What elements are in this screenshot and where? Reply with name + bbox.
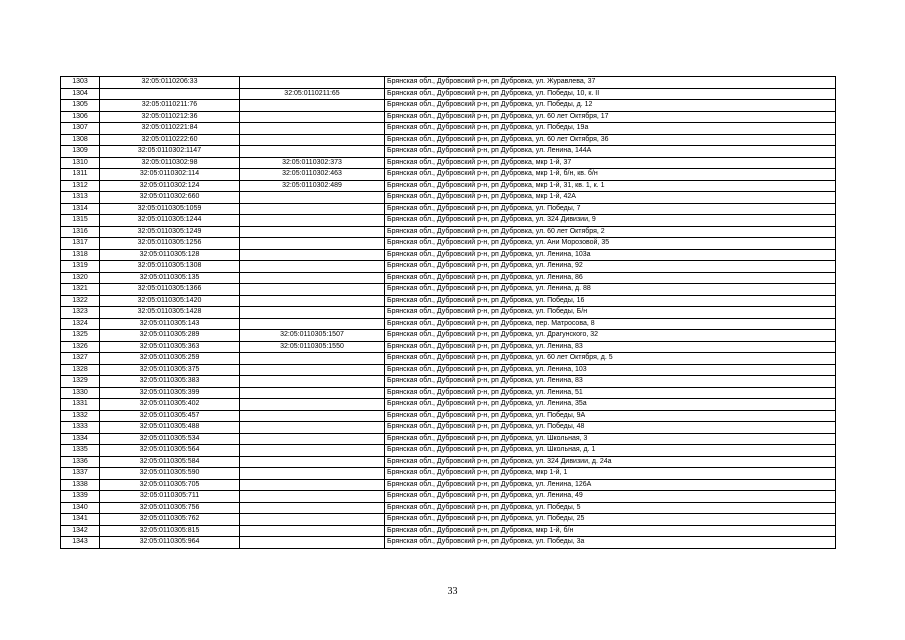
table-row: [61, 307, 836, 319]
table-row: [61, 514, 836, 526]
address-cell: Брянская обл., Дубровский р-н, рп Дубровка, ул. Ленина, 35а: [385, 399, 836, 411]
table-row: [61, 88, 836, 100]
address-cell: Брянская обл., Дубровский р-н, рп Дубровка, ул. Ленина, 103а: [385, 249, 836, 261]
address-cell: Брянская обл., Дубровский р-н, рп Дубровка, мкр 1-й, 1: [385, 468, 836, 480]
linked-cadastral-number-cell: [240, 387, 385, 399]
cadastral-number-cell: 32:05:0110302:98: [100, 157, 240, 169]
cadastral-number-cell: 32:05:0110305:584: [100, 456, 240, 468]
linked-cadastral-number-cell: [240, 376, 385, 388]
cadastral-number-cell: 32:05:0110302:1147: [100, 146, 240, 158]
cadastral-number-cell: 32:05:0110305:756: [100, 502, 240, 514]
table-row: [61, 387, 836, 399]
cadastral-number-cell: 32:05:0110305:488: [100, 422, 240, 434]
cadastral-number-cell: 32:05:0110305:128: [100, 249, 240, 261]
row-number-cell: 1333: [61, 422, 100, 434]
table-row: [61, 433, 836, 445]
table-row: [61, 272, 836, 284]
cadastral-number-cell: 32:05:0110305:964: [100, 537, 240, 549]
linked-cadastral-number-cell: [240, 514, 385, 526]
table-row: [61, 146, 836, 158]
address-cell: Брянская обл., Дубровский р-н, рп Дубровка, ул. Ленина, 49: [385, 491, 836, 503]
row-number-cell: 1343: [61, 537, 100, 549]
address-cell: Брянская обл., Дубровский р-н, рп Дубровка, ул. Победы, 3а: [385, 537, 836, 549]
table-row: [61, 537, 836, 549]
address-cell: Брянская обл., Дубровский р-н, рп Дубровка, ул. Ленина, 144А: [385, 146, 836, 158]
table-body: [61, 77, 836, 549]
linked-cadastral-number-cell: [240, 146, 385, 158]
table-row: [61, 169, 836, 181]
row-number-cell: 1308: [61, 134, 100, 146]
address-cell: Брянская обл., Дубровский р-н, рп Дубровка, ул. Победы, 48: [385, 422, 836, 434]
cadastral-number-cell: 32:05:0110305:402: [100, 399, 240, 411]
address-cell: Брянская обл., Дубровский р-н, рп Дубровка, ул. Победы, Б/н: [385, 307, 836, 319]
cadastral-number-cell: 32:05:0110302:660: [100, 192, 240, 204]
table-row: [61, 456, 836, 468]
cadastral-number-cell: 32:05:0110305:590: [100, 468, 240, 480]
table-row: [61, 134, 836, 146]
table-row: [61, 445, 836, 457]
cadastral-number-cell: 32:05:0110305:399: [100, 387, 240, 399]
row-number-cell: 1303: [61, 77, 100, 89]
row-number-cell: 1332: [61, 410, 100, 422]
address-cell: Брянская обл., Дубровский р-н, рп Дубровка, ул. Ани Морозовой, 35: [385, 238, 836, 250]
row-number-cell: 1334: [61, 433, 100, 445]
row-number-cell: 1307: [61, 123, 100, 135]
address-cell: Брянская обл., Дубровский р-н, рп Дубровка, ул. Победы, 16: [385, 295, 836, 307]
row-number-cell: 1340: [61, 502, 100, 514]
row-number-cell: 1330: [61, 387, 100, 399]
linked-cadastral-number-cell: 32:05:0110305:1550: [240, 341, 385, 353]
address-cell: Брянская обл., Дубровский р-н, рп Дубровка, ул. Школьная, д. 1: [385, 445, 836, 457]
row-number-cell: 1324: [61, 318, 100, 330]
table-row: [61, 215, 836, 227]
row-number-cell: 1339: [61, 491, 100, 503]
linked-cadastral-number-cell: [240, 100, 385, 112]
table-row: [61, 422, 836, 434]
address-cell: Брянская обл., Дубровский р-н, рп Дубровка, ул. Победы, 19а: [385, 123, 836, 135]
row-number-cell: 1314: [61, 203, 100, 215]
linked-cadastral-number-cell: [240, 491, 385, 503]
cadastral-number-cell: 32:05:0110211:76: [100, 100, 240, 112]
linked-cadastral-number-cell: [240, 445, 385, 457]
address-cell: Брянская обл., Дубровский р-н, рп Дубровка, ул. Победы, 10, к. II: [385, 88, 836, 100]
table-row: [61, 353, 836, 365]
cadastral-number-cell: 32:05:0110305:135: [100, 272, 240, 284]
row-number-cell: 1323: [61, 307, 100, 319]
linked-cadastral-number-cell: [240, 284, 385, 296]
cadastral-number-cell: 32:05:0110302:114: [100, 169, 240, 181]
cadastral-number-cell: 32:05:0110221:84: [100, 123, 240, 135]
table-row: [61, 203, 836, 215]
address-cell: Брянская обл., Дубровский р-н, рп Дубровка, ул. Победы, д. 12: [385, 100, 836, 112]
cadastral-number-cell: 32:05:0110305:289: [100, 330, 240, 342]
linked-cadastral-number-cell: [240, 123, 385, 135]
linked-cadastral-number-cell: 32:05:0110302:489: [240, 180, 385, 192]
row-number-cell: 1329: [61, 376, 100, 388]
address-cell: Брянская обл., Дубровский р-н, рп Дубровка, ул. Ленина, д. 88: [385, 284, 836, 296]
table-row: [61, 226, 836, 238]
address-cell: Брянская обл., Дубровский р-н, рп Дубровка, ул. Ленина, 103: [385, 364, 836, 376]
property-register-table: [60, 76, 836, 549]
row-number-cell: 1328: [61, 364, 100, 376]
row-number-cell: 1305: [61, 100, 100, 112]
address-cell: Брянская обл., Дубровский р-н, рп Дубровка, ул. Победы, 9А: [385, 410, 836, 422]
address-cell: Брянская обл., Дубровский р-н, рп Дубровка, ул. Победы, 25: [385, 514, 836, 526]
table-row: [61, 123, 836, 135]
address-cell: Брянская обл., Дубровский р-н, рп Дубровка, ул. Победы, 5: [385, 502, 836, 514]
table-row: [61, 157, 836, 169]
table-row: [61, 284, 836, 296]
cadastral-number-cell: 32:05:0110305:375: [100, 364, 240, 376]
row-number-cell: 1318: [61, 249, 100, 261]
row-number-cell: 1326: [61, 341, 100, 353]
row-number-cell: 1335: [61, 445, 100, 457]
table-row: [61, 180, 836, 192]
linked-cadastral-number-cell: [240, 410, 385, 422]
linked-cadastral-number-cell: [240, 468, 385, 480]
row-number-cell: 1312: [61, 180, 100, 192]
linked-cadastral-number-cell: [240, 134, 385, 146]
address-cell: Брянская обл., Дубровский р-н, рп Дубровка, ул. Ленина, 86: [385, 272, 836, 284]
cadastral-number-cell: 32:05:0110305:1059: [100, 203, 240, 215]
table-row: [61, 376, 836, 388]
row-number-cell: 1309: [61, 146, 100, 158]
table-row: [61, 249, 836, 261]
row-number-cell: 1342: [61, 525, 100, 537]
address-cell: Брянская обл., Дубровский р-н, рп Дубровка, ул. Ленина, 83: [385, 376, 836, 388]
address-cell: Брянская обл., Дубровский р-н, рп Дубровка, пер. Матросова, 8: [385, 318, 836, 330]
row-number-cell: 1321: [61, 284, 100, 296]
cadastral-number-cell: 32:05:0110305:1308: [100, 261, 240, 273]
page-number: 33: [447, 586, 458, 597]
linked-cadastral-number-cell: [240, 238, 385, 250]
linked-cadastral-number-cell: [240, 295, 385, 307]
table-row: [61, 261, 836, 273]
row-number-cell: 1315: [61, 215, 100, 227]
linked-cadastral-number-cell: [240, 479, 385, 491]
linked-cadastral-number-cell: [240, 456, 385, 468]
cadastral-number-cell: 32:05:0110305:1256: [100, 238, 240, 250]
cadastral-number-cell: 32:05:0110305:1249: [100, 226, 240, 238]
table-row: [61, 525, 836, 537]
table-row: [61, 468, 836, 480]
cadastral-number-cell: 32:05:0110305:564: [100, 445, 240, 457]
address-cell: Брянская обл., Дубровский р-н, рп Дубровка, ул. Школьная, 3: [385, 433, 836, 445]
row-number-cell: 1306: [61, 111, 100, 123]
row-number-cell: 1327: [61, 353, 100, 365]
address-cell: Брянская обл., Дубровский р-н, рп Дубровка, ул. 60 лет Октября, 17: [385, 111, 836, 123]
cadastral-number-cell: 32:05:0110305:1428: [100, 307, 240, 319]
table-row: [61, 192, 836, 204]
linked-cadastral-number-cell: [240, 261, 385, 273]
cadastral-number-cell: 32:05:0110305:1244: [100, 215, 240, 227]
row-number-cell: 1341: [61, 514, 100, 526]
address-cell: Брянская обл., Дубровский р-н, рп Дубровка, мкр 1-й, б/н, кв. б/н: [385, 169, 836, 181]
table-row: [61, 364, 836, 376]
linked-cadastral-number-cell: [240, 192, 385, 204]
cadastral-number-cell: 32:05:0110305:363: [100, 341, 240, 353]
address-cell: Брянская обл., Дубровский р-н, рп Дубровка, мкр 1-й, 42А: [385, 192, 836, 204]
linked-cadastral-number-cell: 32:05:0110302:463: [240, 169, 385, 181]
linked-cadastral-number-cell: [240, 307, 385, 319]
table-row: [61, 330, 836, 342]
address-cell: Брянская обл., Дубровский р-н, рп Дубровка, ул. 60 лет Октября, 2: [385, 226, 836, 238]
table-row: [61, 502, 836, 514]
address-cell: Брянская обл., Дубровский р-н, рп Дубровка, ул. Драгунского, 32: [385, 330, 836, 342]
row-number-cell: 1336: [61, 456, 100, 468]
linked-cadastral-number-cell: 32:05:0110302:373: [240, 157, 385, 169]
cadastral-number-cell: 32:05:0110305:259: [100, 353, 240, 365]
row-number-cell: 1304: [61, 88, 100, 100]
address-cell: Брянская обл., Дубровский р-н, рп Дубровка, ул. Победы, 7: [385, 203, 836, 215]
linked-cadastral-number-cell: [240, 249, 385, 261]
linked-cadastral-number-cell: [240, 353, 385, 365]
row-number-cell: 1316: [61, 226, 100, 238]
address-cell: Брянская обл., Дубровский р-н, рп Дубровка, ул. Ленина, 51: [385, 387, 836, 399]
linked-cadastral-number-cell: 32:05:0110211:65: [240, 88, 385, 100]
linked-cadastral-number-cell: [240, 433, 385, 445]
table-row: [61, 491, 836, 503]
cadastral-number-cell: 32:05:0110302:124: [100, 180, 240, 192]
linked-cadastral-number-cell: [240, 272, 385, 284]
table-row: [61, 100, 836, 112]
linked-cadastral-number-cell: [240, 537, 385, 549]
linked-cadastral-number-cell: [240, 318, 385, 330]
linked-cadastral-number-cell: 32:05:0110305:1507: [240, 330, 385, 342]
linked-cadastral-number-cell: [240, 226, 385, 238]
linked-cadastral-number-cell: [240, 525, 385, 537]
address-cell: Брянская обл., Дубровский р-н, рп Дубровка, ул. Ленина, 83: [385, 341, 836, 353]
linked-cadastral-number-cell: [240, 77, 385, 89]
address-cell: Брянская обл., Дубровский р-н, рп Дубровка, мкр 1-й, 31, кв. 1, к. 1: [385, 180, 836, 192]
row-number-cell: 1319: [61, 261, 100, 273]
linked-cadastral-number-cell: [240, 502, 385, 514]
linked-cadastral-number-cell: [240, 215, 385, 227]
cadastral-number-cell: 32:05:0110305:1366: [100, 284, 240, 296]
table-row: [61, 111, 836, 123]
cadastral-number-cell: 32:05:0110305:815: [100, 525, 240, 537]
address-cell: Брянская обл., Дубровский р-н, рп Дубровка, ул. Журавлева, 37: [385, 77, 836, 89]
row-number-cell: 1325: [61, 330, 100, 342]
cadastral-number-cell: 32:05:0110212:36: [100, 111, 240, 123]
linked-cadastral-number-cell: [240, 399, 385, 411]
address-cell: Брянская обл., Дубровский р-н, рп Дубровка, ул. 324 Дивизии, д. 24а: [385, 456, 836, 468]
address-cell: Брянская обл., Дубровский р-н, рп Дубровка, ул. Ленина, 126А: [385, 479, 836, 491]
table-row: [61, 318, 836, 330]
address-cell: Брянская обл., Дубровский р-н, рп Дубровка, ул. Ленина, 92: [385, 261, 836, 273]
cadastral-number-cell: 32:05:0110305:143: [100, 318, 240, 330]
table-row: [61, 295, 836, 307]
cadastral-number-cell: 32:05:0110305:1420: [100, 295, 240, 307]
cadastral-number-cell: 32:05:0110305:457: [100, 410, 240, 422]
address-cell: Брянская обл., Дубровский р-н, рп Дубровка, ул. 60 лет Октября, д. 5: [385, 353, 836, 365]
address-cell: Брянская обл., Дубровский р-н, рп Дубровка, мкр 1-й, 37: [385, 157, 836, 169]
cadastral-number-cell: 32:05:0110305:705: [100, 479, 240, 491]
table-row: [61, 410, 836, 422]
cadastral-number-cell: 32:05:0110206:33: [100, 77, 240, 89]
row-number-cell: 1338: [61, 479, 100, 491]
row-number-cell: 1337: [61, 468, 100, 480]
row-number-cell: 1331: [61, 399, 100, 411]
row-number-cell: 1320: [61, 272, 100, 284]
row-number-cell: 1317: [61, 238, 100, 250]
row-number-cell: 1322: [61, 295, 100, 307]
row-number-cell: 1311: [61, 169, 100, 181]
cadastral-number-cell: 32:05:0110305:711: [100, 491, 240, 503]
address-cell: Брянская обл., Дубровский р-н, рп Дубровка, ул. 60 лет Октября, 36: [385, 134, 836, 146]
table-row: [61, 479, 836, 491]
address-cell: Брянская обл., Дубровский р-н, рп Дубровка, ул. 324 Дивизии, 9: [385, 215, 836, 227]
cadastral-number-cell: 32:05:0110222:60: [100, 134, 240, 146]
row-number-cell: 1310: [61, 157, 100, 169]
cadastral-number-cell: 32:05:0110305:383: [100, 376, 240, 388]
table-row: [61, 238, 836, 250]
table-row: [61, 399, 836, 411]
table-row: [61, 341, 836, 353]
address-cell: Брянская обл., Дубровский р-н, рп Дубровка, мкр 1-й, б/н: [385, 525, 836, 537]
linked-cadastral-number-cell: [240, 111, 385, 123]
linked-cadastral-number-cell: [240, 364, 385, 376]
linked-cadastral-number-cell: [240, 422, 385, 434]
table-row: [61, 77, 836, 89]
row-number-cell: 1313: [61, 192, 100, 204]
linked-cadastral-number-cell: [240, 203, 385, 215]
cadastral-number-cell: 32:05:0110305:534: [100, 433, 240, 445]
cadastral-number-cell: 32:05:0110305:762: [100, 514, 240, 526]
cadastral-number-cell: [100, 88, 240, 100]
